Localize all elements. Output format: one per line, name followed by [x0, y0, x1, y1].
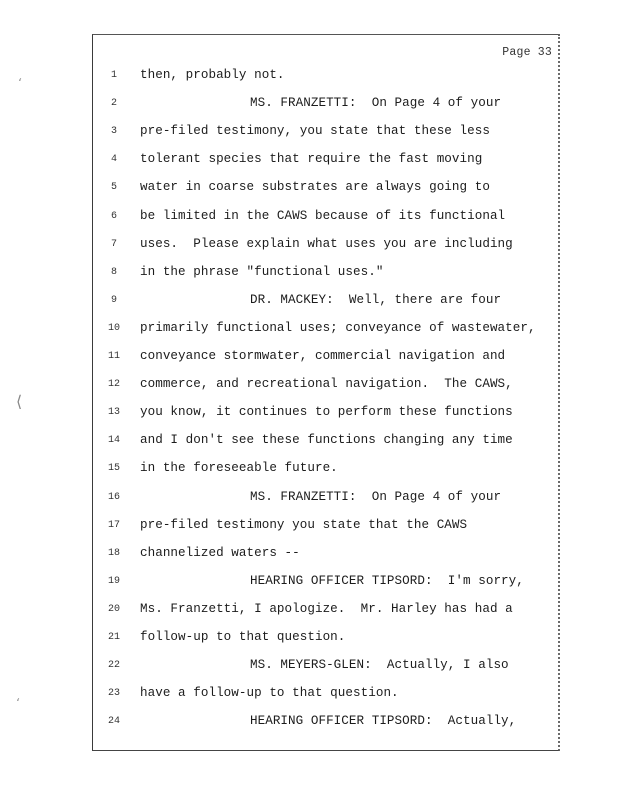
transcript-line: then, probably not. — [140, 68, 285, 82]
line-number: 7 — [110, 239, 117, 250]
line-number: 6 — [110, 211, 117, 222]
transcript-line: follow-up to that question. — [140, 630, 346, 644]
transcript-line: conveyance stormwater, commercial navigation and — [140, 349, 506, 363]
transcript-line: you know, it continues to perform these functions — [140, 405, 513, 419]
line-number: 14 — [107, 435, 120, 446]
transcript-line: be limited in the CAWS because of its functional — [140, 209, 506, 223]
line-number: 2 — [110, 98, 117, 109]
margin-bracket-mark: ⟨ — [16, 392, 23, 411]
line-number: 3 — [110, 126, 117, 137]
line-number: 24 — [107, 716, 120, 727]
line-number: 22 — [107, 660, 120, 671]
line-number: 20 — [107, 604, 120, 615]
line-number: 16 — [107, 492, 120, 503]
speaker-line: MS. MEYERS-GLEN: Actually, I also — [250, 658, 509, 672]
transcript-line: and I don't see these functions changing any time — [140, 433, 513, 447]
line-number: 9 — [110, 295, 117, 306]
transcript-line: uses. Please explain what uses you are including — [140, 237, 513, 251]
line-number: 12 — [107, 379, 120, 390]
line-number: 10 — [107, 323, 120, 334]
transcript-line: Ms. Franzetti, I apologize. Mr. Harley has had a — [140, 602, 513, 616]
speaker-line: HEARING OFFICER TIPSORD: Actually, — [250, 714, 517, 728]
line-number: 15 — [107, 463, 120, 474]
transcript-line: channelized waters -- — [140, 546, 300, 560]
line-number: 5 — [110, 182, 117, 193]
transcript-line: pre-filed testimony, you state that these less — [140, 124, 490, 138]
line-number: 19 — [107, 576, 120, 587]
transcript-line: water in coarse substrates are always going to — [140, 180, 490, 194]
line-number: 17 — [107, 520, 120, 531]
transcript-line: commerce, and recreational navigation. The CAWS, — [140, 377, 513, 391]
line-number: 23 — [107, 688, 120, 699]
transcript-line: tolerant species that require the fast moving — [140, 152, 483, 166]
transcript-line: have a follow-up to that question. — [140, 686, 399, 700]
line-number: 4 — [110, 154, 117, 165]
page-number-label: Page 33 — [502, 46, 552, 59]
line-number: 21 — [107, 632, 120, 643]
line-number: 18 — [107, 548, 120, 559]
transcript-line: in the foreseeable future. — [140, 461, 338, 475]
speaker-line: HEARING OFFICER TIPSORD: I'm sorry, — [250, 574, 524, 588]
margin-scratch-mark: ʻ — [18, 76, 22, 90]
transcript-line: in the phrase "functional uses." — [140, 265, 384, 279]
line-number: 1 — [110, 70, 117, 81]
line-number: 11 — [107, 351, 120, 362]
speaker-line: DR. MACKEY: Well, there are four — [250, 293, 502, 307]
speaker-line: MS. FRANZETTI: On Page 4 of your — [250, 96, 502, 110]
speaker-line: MS. FRANZETTI: On Page 4 of your — [250, 490, 502, 504]
margin-scratch-mark: ʻ — [16, 696, 20, 710]
line-number: 13 — [107, 407, 120, 418]
line-number: 8 — [110, 267, 117, 278]
transcript-line: primarily functional uses; conveyance of wastewater, — [140, 321, 536, 335]
transcript-line: pre-filed testimony you state that the CAWS — [140, 518, 468, 532]
